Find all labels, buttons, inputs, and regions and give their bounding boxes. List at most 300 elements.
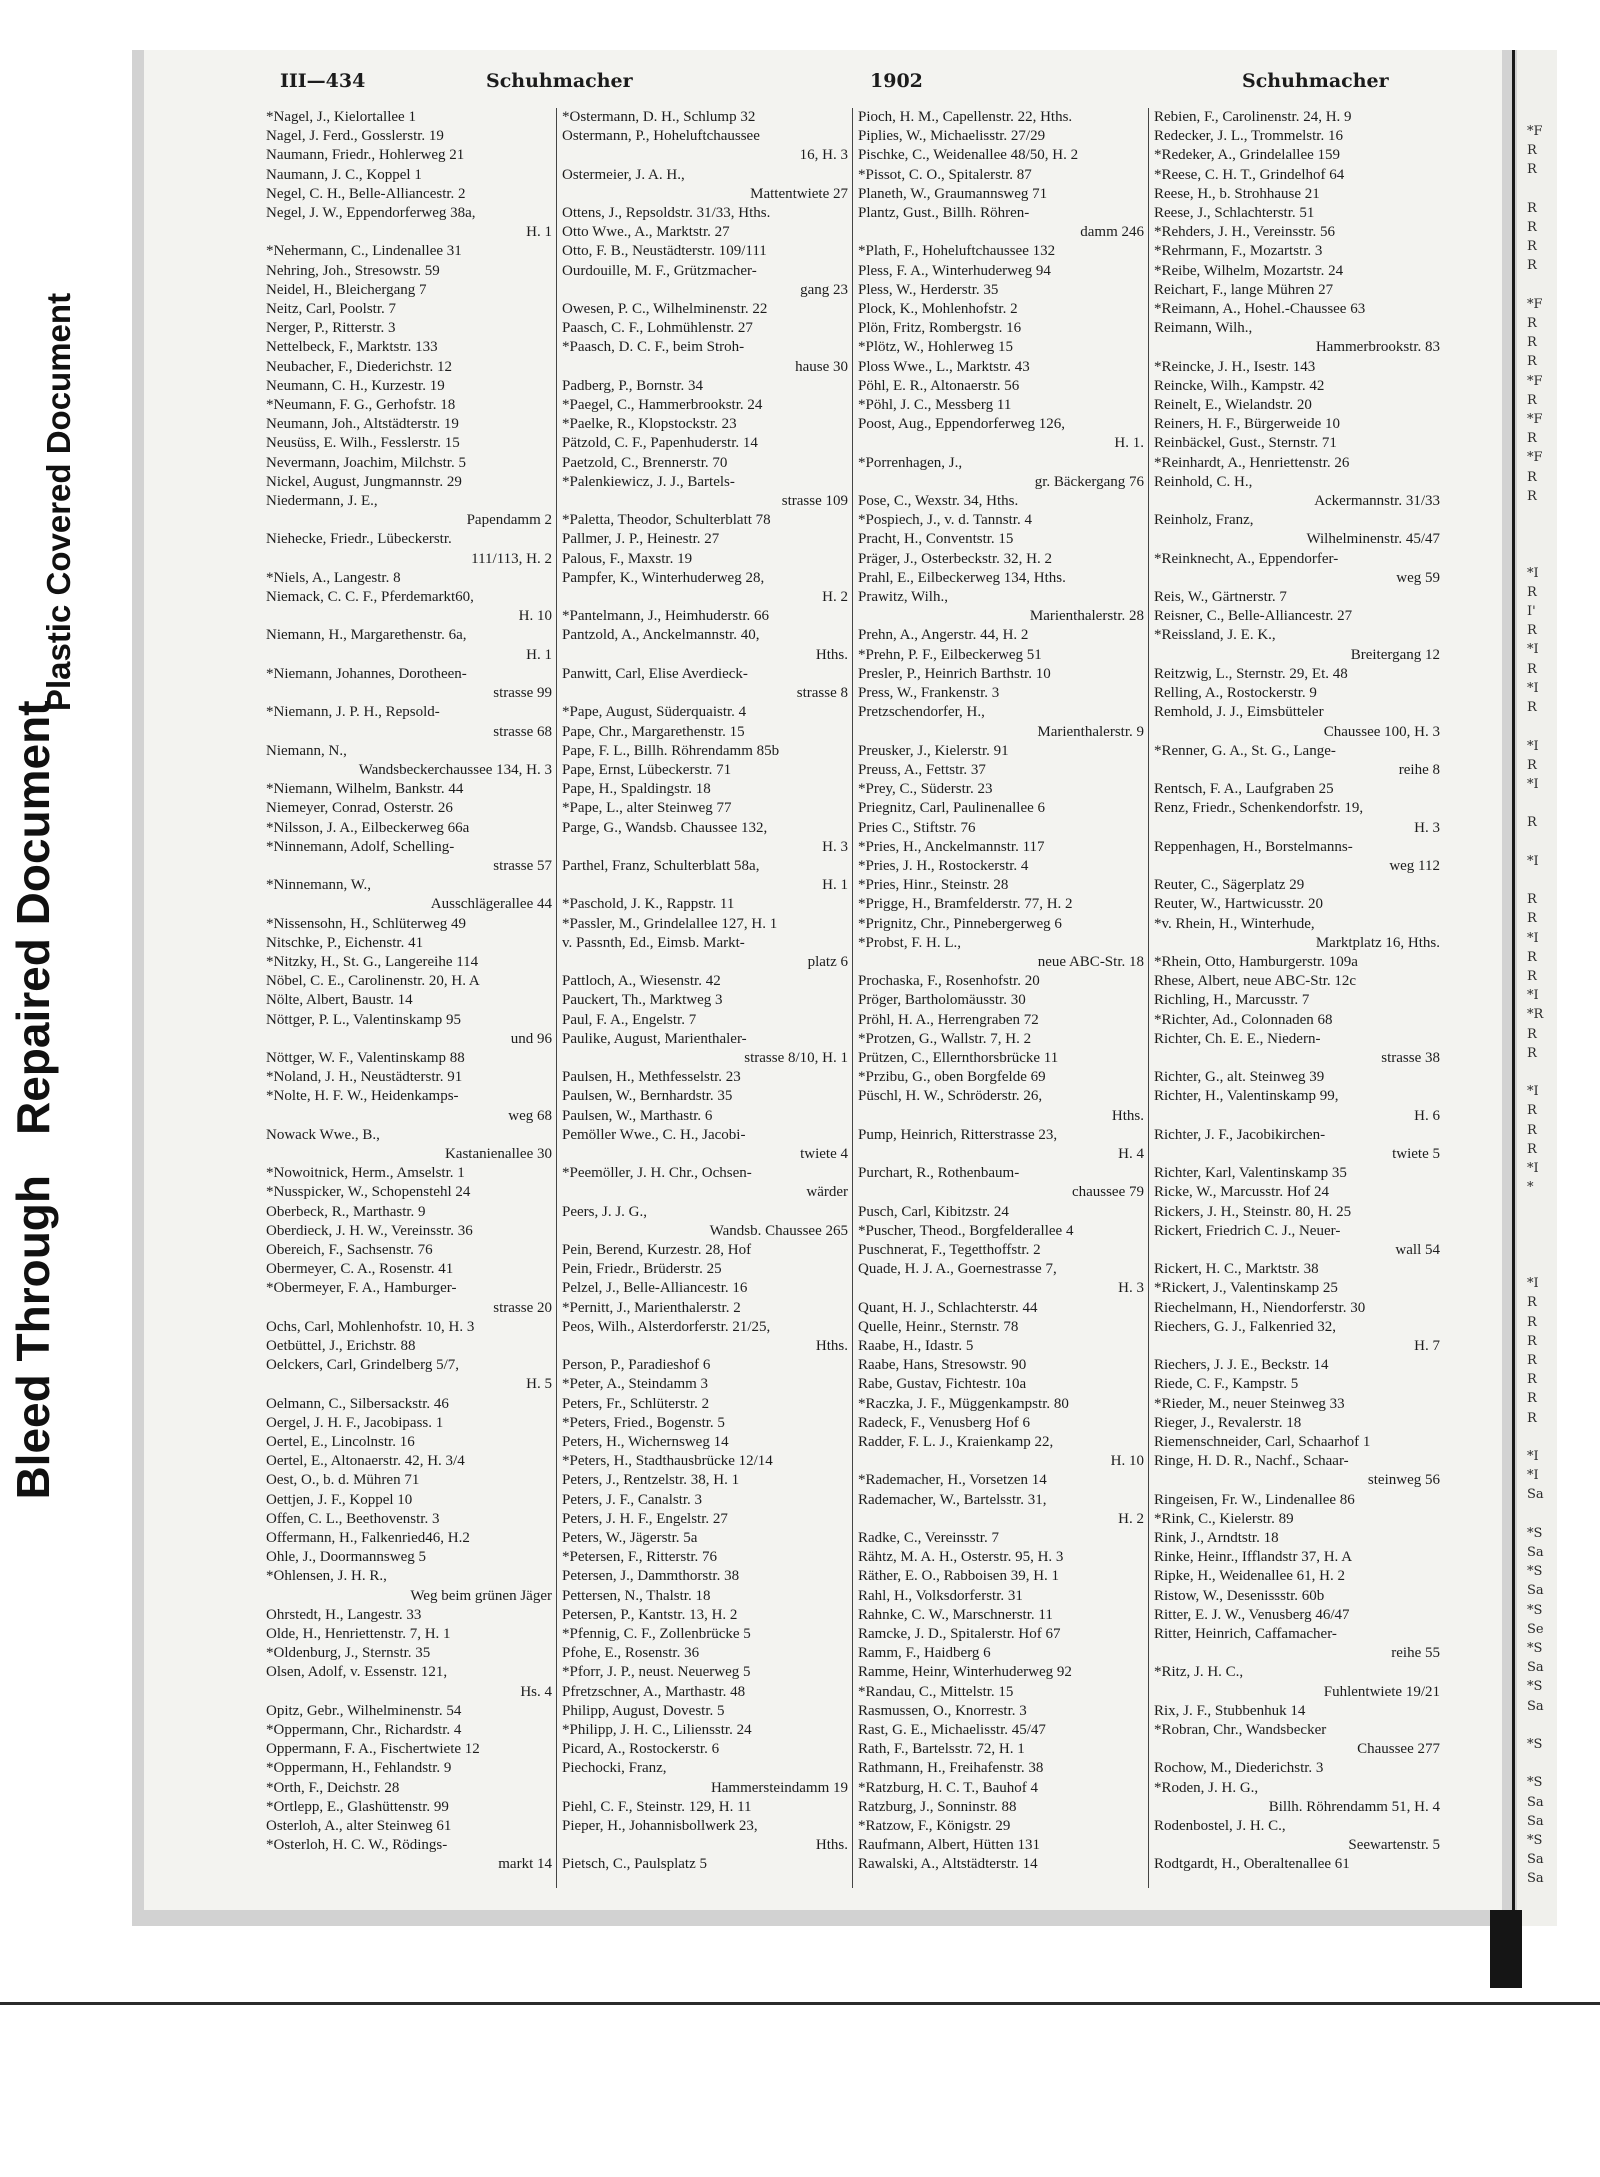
directory-entry-line: *Oppermann, Chr., Richardstr. 4 (266, 1722, 462, 1739)
next-page-fragment: * (1527, 1180, 1534, 1196)
directory-entry-line: damm 246 (1080, 224, 1144, 241)
directory-entry-line: Rathmann, H., Freihafenstr. 38 (858, 1760, 1044, 1777)
directory-entry-line: Rast, G. E., Michaelisstr. 45/47 (858, 1722, 1046, 1739)
directory-entry-line: Nöbel, C. E., Carolinenstr. 20, H. A (266, 973, 480, 990)
directory-entry-line: Präger, J., Osterbeckstr. 32, H. 2 (858, 550, 1052, 567)
directory-entry-line: *Plath, F., Hoheluftchaussee 132 (858, 243, 1056, 260)
directory-entry-line: Remhold, J. J., Eimsbütteler (1154, 704, 1324, 721)
next-page-fragment: R (1527, 220, 1537, 236)
next-page-fragment: R (1527, 1333, 1537, 1349)
plastic-covered-label: Plastic Covered Document (40, 292, 77, 712)
directory-entry-line: *Rieder, M., neuer Steinweg 33 (1154, 1395, 1345, 1412)
next-page-fragment: R (1527, 815, 1537, 831)
header-right-title: Schuhmacher (1242, 70, 1389, 92)
directory-entry-line: Niemann, N., (266, 742, 347, 759)
directory-entry-line: *Prignitz, Chr., Pinnebergerweg 6 (858, 915, 1062, 932)
directory-entry-line: *Oldenburg, J., Sternstr. 35 (266, 1645, 431, 1662)
directory-entry-line: Neitz, Carl, Poolstr. 7 (266, 301, 396, 318)
directory-entry-line: Peters, Fr., Schlüterstr. 2 (562, 1395, 710, 1412)
directory-entry-line: Ostermann, P., Hoheluftchaussee (562, 128, 760, 145)
directory-entry-line: Breitergang 12 (1350, 646, 1440, 663)
next-page-fragment: *F (1527, 296, 1543, 312)
directory-entry-line: *Ninnemann, Adolf, Schelling- (266, 838, 455, 855)
directory-entry-line: Wandsbeckerchaussee 134, H. 3 (358, 761, 552, 778)
next-page-fragment: R (1527, 1103, 1537, 1119)
directory-entry-line: Reinhold, C. H., (1154, 473, 1253, 490)
directory-entry-line: *Nissensohn, H., Schlüterweg 49 (266, 915, 466, 932)
directory-entry-line: Offermann, H., Falkenried46, H.2 (266, 1530, 470, 1547)
directory-entry-line: *Porrenhagen, J., (858, 454, 963, 471)
directory-entry-line: Press, W., Frankenstr. 3 (858, 685, 1000, 702)
directory-entry-line: H. 10 (518, 608, 552, 625)
directory-entry-line: Prehn, A., Angerstr. 44, H. 2 (858, 627, 1029, 644)
directory-entry-line: weg 59 (1396, 569, 1440, 586)
directory-entry-line: Pretzschendorfer, H., (858, 704, 985, 721)
directory-entry-line: *Reincke, J. H., Isestr. 143 (1154, 358, 1316, 375)
directory-entry-line: Naumann, Friedr., Hohlerweg 21 (266, 147, 465, 164)
directory-entry-line: Parge, G., Wandsb. Chaussee 132, (562, 819, 768, 836)
directory-entry-line: Panwitt, Carl, Elise Averdieck- (562, 665, 748, 682)
directory-entry-line: *Pöhl, J. C., Messberg 11 (858, 397, 1012, 414)
directory-entry-line: Nölte, Albert, Baustr. 14 (266, 992, 413, 1009)
next-page-fragment: Sa (1527, 1487, 1544, 1503)
directory-entry-line: Hths. (815, 646, 848, 663)
directory-entry-line: Pape, H., Spaldingstr. 18 (562, 781, 711, 798)
directory-entry-line: Ritter, E. J. W., Venusberg 46/47 (1154, 1606, 1350, 1623)
directory-entry-line: Mattentwiete 27 (750, 185, 848, 202)
directory-entry-line: Nöttger, W. F., Valentinskamp 88 (266, 1049, 465, 1066)
directory-entry-line: Pemöller Wwe., C. H., Jacobi- (562, 1126, 746, 1143)
next-page-fragment (1527, 871, 1557, 890)
directory-entry-line: Chaussee 100, H. 3 (1323, 723, 1440, 740)
directory-entry-line: H. 1. (1114, 435, 1144, 452)
directory-entry-line: Pietsch, C., Paulsplatz 5 (562, 1856, 707, 1873)
directory-entry-line: *Neumann, F. G., Gerhofstr. 18 (266, 397, 456, 414)
column-divider (1148, 108, 1149, 1888)
directory-entry-line: Kastanienallee 30 (444, 1145, 552, 1162)
directory-entry-line: Rodtgardt, H., Oberaltenallee 61 (1154, 1856, 1350, 1873)
directory-entry-line: Raabe, H., Idastr. 5 (858, 1338, 974, 1354)
directory-entry-line: Pätzold, C. F., Papenhuderstr. 14 (562, 435, 758, 452)
directory-entry-line: Ochs, Carl, Mohlenhofstr. 10, H. 3 (266, 1318, 475, 1335)
next-page-fragment: R (1527, 431, 1537, 447)
next-page-fragment (1527, 276, 1557, 295)
directory-entry-line: strasse 38 (1381, 1049, 1440, 1066)
next-page-fragment: *S (1527, 1525, 1543, 1541)
directory-entry-line: strasse 57 (493, 857, 552, 874)
directory-entry-line: *Prey, C., Süderstr. 23 (858, 781, 993, 798)
directory-entry-line: v. Passnth, Ed., Eimsb. Markt- (562, 934, 745, 951)
directory-entry-line: *Pape, August, Süderquaistr. 4 (562, 704, 747, 721)
directory-entry-line: weg 68 (508, 1107, 552, 1124)
directory-entry-line: *Reinknecht, A., Eppendorfer- (1154, 550, 1339, 567)
directory-page (144, 50, 1502, 1910)
directory-entry-line: *Rhein, Otto, Hamburgerstr. 109a (1154, 953, 1358, 970)
directory-entry-line: Rasmussen, O., Knorrestr. 3 (858, 1702, 1027, 1719)
directory-entry-line: Ohle, J., Doormannsweg 5 (266, 1549, 426, 1566)
directory-entry-line: gr. Bäckergang 76 (1034, 473, 1144, 490)
directory-entry-line: Rabe, Gustav, Fichtestr. 10a (858, 1376, 1027, 1393)
directory-entry-line: Ricke, W., Marcusstr. Hof 24 (1154, 1184, 1329, 1201)
directory-entry-line: Prawitz, Wilh., (858, 589, 948, 606)
page-number: III—434 (280, 70, 366, 92)
directory-entry-line: Ackermannstr. 31/33 (1314, 493, 1440, 510)
directory-entry-line: *Redeker, A., Grindelallee 159 (1154, 147, 1341, 164)
directory-entry-line: Oest, O., b. d. Mühren 71 (266, 1472, 420, 1489)
directory-entry-line: Ristow, W., Desenissstr. 60b (1154, 1587, 1325, 1604)
repaired-document-label: Repaired Document (7, 700, 59, 1135)
next-page-fragment (1527, 1505, 1557, 1524)
directory-entry-line: Philipp, August, Dovestr. 5 (562, 1702, 725, 1719)
directory-entry-line: H. 1 (822, 877, 848, 894)
directory-entry-line: *Pissot, C. O., Spitalerstr. 87 (858, 166, 1032, 183)
directory-entry-line: Negel, C. H., Belle-Alliancestr. 2 (266, 185, 466, 202)
directory-entry-line: Rahnke, C. W., Marschnerstr. 11 (858, 1606, 1053, 1623)
directory-entry-line: Pape, Chr., Margarethenstr. 15 (562, 723, 745, 740)
next-page-fragment: R (1527, 1122, 1537, 1138)
directory-entry-line: strasse 99 (493, 685, 552, 702)
directory-entry-line: strasse 8/10, H. 1 (744, 1049, 848, 1066)
directory-entry-line: Priegnitz, Carl, Paulinenallee 6 (858, 800, 1046, 817)
directory-entry-line: Pröhl, H. A., Herrengraben 72 (858, 1011, 1039, 1028)
directory-entry-line: Reiners, H. F., Bürgerweide 10 (1154, 416, 1340, 433)
next-page-fragment: R (1527, 200, 1537, 216)
directory-entry-line: Nowack Wwe., B., (266, 1126, 380, 1143)
next-page-fragment: R (1527, 354, 1537, 370)
next-page-fragment: Se (1527, 1621, 1544, 1637)
directory-entry-line: Niemack, C. C. F., Pferdemarkt60, (266, 589, 474, 606)
directory-entry-line: Weg beim grünen Jäger (410, 1587, 552, 1604)
next-page-fragment: *I (1527, 1160, 1539, 1176)
directory-entry-line: Paulsen, W., Bernhardstr. 35 (562, 1088, 733, 1105)
directory-entry-line: Offen, C. L., Beethovenstr. 3 (266, 1510, 440, 1527)
next-page-fragment (1527, 544, 1557, 563)
directory-entry-line: Quade, H. J. A., Goernestrasse 7, (858, 1261, 1057, 1278)
directory-entry-line: *Peters, Fried., Bogenstr. 5 (562, 1414, 725, 1431)
directory-entry-line: Piechocki, Franz, (562, 1760, 667, 1777)
directory-entry-line: *Ratzburg, H. C. T., Bauhof 4 (858, 1779, 1038, 1796)
directory-entry-line: Reuter, C., Sägerplatz 29 (1154, 877, 1305, 894)
next-page-fragment: Sa (1527, 1545, 1544, 1561)
directory-entry-line: Paulsen, H., Methfesselstr. 23 (562, 1069, 741, 1086)
directory-entry-line: H. 7 (1414, 1338, 1440, 1354)
next-page-fragment (1527, 1716, 1557, 1735)
directory-entry-line: Pallmer, J. P., Heinestr. 27 (562, 531, 720, 548)
directory-column-3 (858, 108, 1144, 1875)
directory-entry-line: *Passler, M., Grindelallee 127, H. 1 (562, 915, 778, 932)
directory-entry-line: Paulike, August, Marienthaler- (562, 1030, 747, 1047)
directory-entry-line: Riemenschneider, Carl, Schaarhof 1 (1154, 1434, 1371, 1451)
directory-entry-line: Reitzwig, L., Sternstr. 29, Et. 48 (1154, 665, 1348, 682)
directory-entry-line: Reincke, Wilh., Kampstr. 42 (1154, 377, 1325, 394)
directory-entry-line: *Nolte, H. F. W., Heidenkamps- (266, 1088, 459, 1105)
next-page-fragment: *F (1527, 450, 1543, 466)
next-page-fragment: R (1527, 469, 1537, 485)
directory-entry-line: Palous, F., Maxstr. 19 (562, 550, 693, 567)
directory-entry-line: Rix, J. F., Stubbenhuk 14 (1154, 1702, 1306, 1719)
directory-entry-line: steinweg 56 (1367, 1472, 1440, 1489)
directory-entry-line: Marktplatz 16, Hths. (1315, 934, 1440, 951)
directory-entry-line: Otto Wwe., A., Marktstr. 27 (562, 224, 730, 241)
next-page-fragment: R (1527, 1026, 1537, 1042)
directory-entry-line: twiete 5 (1392, 1145, 1440, 1162)
directory-entry-line: 16, H. 3 (799, 147, 848, 164)
directory-entry-line: Picard, A., Rostockerstr. 6 (562, 1741, 720, 1758)
directory-entry-line: Nagel, J. Ferd., Gosslerstr. 19 (266, 128, 444, 145)
next-page-fragment: *S (1527, 1641, 1543, 1657)
directory-entry-line: *Reimann, A., Hohel.-Chaussee 63 (1154, 301, 1366, 318)
directory-entry-line: Olde, H., Henriettenstr. 7, H. 1 (266, 1626, 451, 1643)
directory-entry-line: *Pernitt, J., Marienthalerstr. 2 (562, 1299, 741, 1316)
directory-entry-line: *Ortlepp, E., Glashüttenstr. 99 (266, 1798, 449, 1815)
directory-entry-line: Obereich, F., Sachsenstr. 76 (266, 1241, 433, 1258)
directory-entry-line: *Rademacher, H., Vorsetzen 14 (858, 1472, 1047, 1489)
directory-entry-line: Pracht, H., Conventstr. 15 (858, 531, 1014, 548)
next-page-fragment: *I (1527, 565, 1539, 581)
directory-entry-line: Plön, Fritz, Rombergstr. 16 (858, 320, 1022, 337)
next-page-fragment: Sa (1527, 1852, 1544, 1868)
directory-entry-line: *Paasch, D. C. F., beim Stroh- (562, 339, 745, 356)
directory-entry-line: Radder, F. L. J., Kraienkamp 22, (858, 1434, 1054, 1451)
directory-entry-line: *Paletta, Theodor, Schulterblatt 78 (562, 512, 771, 529)
next-page-fragment (1527, 794, 1557, 813)
directory-entry-line: Padberg, P., Bornstr. 34 (562, 377, 703, 394)
directory-entry-line: *Reese, C. H. T., Grindelhof 64 (1154, 166, 1345, 183)
directory-entry-line: Oppermann, F. A., Fischertwiete 12 (266, 1741, 480, 1758)
directory-entry-line: *Reinhardt, A., Henriettenstr. 26 (1154, 454, 1350, 471)
next-page-fragment (1527, 1063, 1557, 1082)
directory-entry-line: Preuss, A., Fettstr. 37 (858, 761, 986, 778)
directory-entry-line: *Rickert, J., Valentinskamp 25 (1154, 1280, 1338, 1297)
directory-entry-line: Oertel, E., Lincolnstr. 16 (266, 1434, 415, 1451)
directory-entry-line: Püschl, H. W., Schröderstr. 26, (858, 1088, 1043, 1105)
directory-entry-line: Riechers, G. J., Falkenried 32, (1154, 1318, 1337, 1335)
next-page-fragment: R (1527, 892, 1537, 908)
directory-entry-line: Ottens, J., Repsoldstr. 31/33, Hths. (562, 205, 771, 222)
directory-entry-line: Pape, Ernst, Lübeckerstr. 71 (562, 761, 732, 778)
directory-entry-line: Prahl, E., Eilbeckerweg 134, Hths. (858, 569, 1066, 586)
directory-entry-line: *Richter, Ad., Colonnaden 68 (1154, 1011, 1333, 1028)
directory-entry-line: *Plötz, W., Hohlerweg 15 (858, 339, 1013, 356)
directory-entry-line: *Philipp, J. H. C., Liliensstr. 24 (562, 1722, 752, 1739)
directory-entry-line: *Niels, A., Langestr. 8 (266, 569, 401, 586)
next-page-fragment: R (1527, 488, 1537, 504)
directory-entry-line: *Reibe, Wilhelm, Mozartstr. 24 (1154, 262, 1344, 279)
directory-entry-line: Person, P., Paradieshof 6 (562, 1357, 711, 1374)
directory-entry-line: *Obermeyer, F. A., Hamburger- (266, 1280, 457, 1297)
directory-entry-line: H. 3 (1414, 819, 1440, 836)
directory-entry-line: Pöhl, E. R., Altonaerstr. 56 (858, 377, 1020, 394)
directory-entry-line: *Reissland, J. E. K., (1154, 627, 1276, 644)
next-page-fragment: R (1527, 1353, 1537, 1368)
directory-entry-line: *Ritz, J. H. C., (1154, 1664, 1244, 1681)
directory-entry-line: reihe 8 (1398, 761, 1440, 778)
next-page-fragment: *S (1527, 1602, 1543, 1618)
directory-entry-line: *Ostermann, D. H., Schlump 32 (562, 109, 756, 125)
directory-entry-line: Reinelt, E., Wielandstr. 20 (1154, 397, 1312, 414)
next-page-fragment (1527, 1236, 1557, 1255)
next-page-fragment: R (1527, 335, 1537, 351)
next-page-fragment: *S (1527, 1833, 1543, 1849)
directory-entry-line: *Prehn, P. F., Eilbeckerweg 51 (858, 646, 1042, 663)
column-divider (852, 108, 853, 1888)
directory-entry-line: *Pforr, J. P., neust. Neuerweg 5 (562, 1664, 751, 1681)
directory-entry-line: Rademacher, W., Bartelsstr. 31, (858, 1491, 1047, 1508)
directory-entry-line: Oetbüttel, J., Erichstr. 88 (266, 1338, 416, 1354)
directory-entry-line: Prützen, C., Ellernthorsbrücke 11 (858, 1049, 1059, 1066)
directory-entry-line: Richter, J. F., Jacobikirchen- (1154, 1126, 1326, 1143)
scanner-clip-mark (1490, 1910, 1522, 1988)
directory-entry-line: Riede, C. F., Kampstr. 5 (1154, 1376, 1299, 1393)
directory-entry-line: Quelle, Heinr., Sternstr. 78 (858, 1318, 1019, 1335)
next-page-fragment (1527, 1255, 1557, 1274)
directory-entry-line: H. 2 (1118, 1510, 1144, 1527)
directory-entry-line: Pless, W., Herderstr. 35 (858, 281, 999, 298)
directory-entry-line: Richter, Karl, Valentinskamp 35 (1154, 1165, 1347, 1182)
directory-entry-line: H. 10 (1110, 1453, 1144, 1470)
directory-entry-line: Paul, F. A., Engelstr. 7 (562, 1011, 697, 1028)
directory-entry-line: Paasch, C. F., Lohmühlenstr. 27 (562, 320, 753, 337)
directory-entry-line: Nöttger, P. L., Valentinskamp 95 (266, 1011, 461, 1028)
scanned-page (132, 50, 1544, 1926)
directory-entry-line: reihe 55 (1391, 1645, 1440, 1662)
directory-column-2 (562, 108, 848, 1875)
directory-entry-line: Nevermann, Joachim, Milchstr. 5 (266, 454, 466, 471)
directory-entry-line: Naumann, J. C., Koppel 1 (266, 166, 422, 183)
directory-entry-line: *Renner, G. A., St. G., Lange- (1154, 742, 1336, 759)
directory-entry-line: chaussee 79 (1071, 1184, 1144, 1201)
directory-entry-line: Marienthalerstr. 28 (1029, 608, 1144, 625)
directory-entry-line: Piehl, C. F., Steinstr. 129, H. 11 (562, 1798, 752, 1815)
directory-entry-line: Pröger, Bartholomäusstr. 30 (858, 992, 1026, 1009)
directory-entry-line: *Peters, H., Stadthausbrücke 12/14 (562, 1453, 773, 1470)
directory-entry-line: Niemann, H., Margarethenstr. 6a, (266, 627, 467, 644)
next-page-fragment: R (1527, 661, 1537, 677)
next-page-fragment: Sa (1527, 1583, 1544, 1599)
directory-entry-line: Pfohe, E., Rosenstr. 36 (562, 1645, 700, 1662)
directory-entry-line: *Protzen, G., Wallstr. 7, H. 2 (858, 1030, 1032, 1047)
directory-entry-line: *Petersen, F., Ritterstr. 76 (562, 1549, 718, 1566)
next-page-fragment: *S (1527, 1679, 1543, 1695)
directory-entry-line: Ripke, H., Weidenallee 61, H. 2 (1154, 1568, 1345, 1585)
directory-entry-line: Richter, G., alt. Steinweg 39 (1154, 1069, 1325, 1086)
directory-entry-line: Paetzold, C., Brennerstr. 70 (562, 454, 728, 471)
next-page-fragment (1527, 1754, 1557, 1773)
directory-entry-line: Reese, J., Schlachterstr. 51 (1154, 205, 1315, 222)
directory-entry-line: *Pries, J. H., Rostockerstr. 4 (858, 857, 1029, 874)
next-page-fragment: R (1527, 700, 1537, 716)
next-page-fragment: R (1527, 1372, 1537, 1388)
directory-entry-line: Nickel, August, Jungmannstr. 29 (266, 473, 462, 490)
directory-entry-line: Rebien, F., Carolinenstr. 24, H. 9 (1154, 109, 1352, 125)
directory-entry-line: Reis, W., Gärtnerstr. 7 (1154, 589, 1287, 606)
next-page-fragment: R (1527, 968, 1537, 984)
directory-entry-line: Ramme, Heinr, Winterhuderweg 92 (858, 1664, 1072, 1681)
directory-entry-line: *Nagel, J., Kielortallee 1 (266, 109, 416, 125)
directory-entry-line: Räther, E. O., Rabboisen 39, H. 1 (858, 1568, 1060, 1585)
directory-entry-line: *Puscher, Theod., Borgfelderallee 4 (858, 1222, 1074, 1239)
directory-entry-line: Hths. (815, 1837, 848, 1854)
directory-entry-line: *Peter, A., Steindamm 3 (562, 1376, 709, 1393)
directory-entry-line: Wandsb. Chaussee 265 (709, 1222, 848, 1239)
directory-entry-line: Quant, H. J., Schlachterstr. 44 (858, 1299, 1038, 1316)
directory-entry-line: *v. Rhein, H., Winterhude, (1154, 915, 1315, 932)
directory-entry-line: Ringe, H. D. R., Nachf., Schaar- (1154, 1453, 1349, 1470)
next-page-fragment: R (1527, 239, 1537, 255)
next-page-fragment: Sa (1527, 1794, 1544, 1810)
directory-entry-line: Richter, Ch. E. E., Niedern- (1154, 1030, 1321, 1047)
next-page-fragment: *I (1527, 1468, 1539, 1484)
directory-entry-line: Reppenhagen, H., Borstelmanns- (1154, 838, 1353, 855)
next-page-fragment: *S (1527, 1737, 1543, 1753)
directory-entry-line: wärder (806, 1184, 848, 1201)
directory-entry-line: 111/113, H. 2 (471, 550, 552, 567)
directory-entry-line: H. 3 (1118, 1280, 1144, 1297)
directory-entry-line: *Peemöller, J. H. Chr., Ochsen- (562, 1165, 752, 1182)
directory-entry-line: Oelmann, C., Silbersackstr. 46 (266, 1395, 449, 1412)
next-page-fragment: R (1527, 392, 1537, 408)
next-page-fragment: R (1527, 623, 1537, 639)
page-header (280, 70, 1410, 102)
next-page-fragment: R (1527, 1045, 1537, 1061)
directory-entry-line: Reisner, C., Belle-Alliancestr. 27 (1154, 608, 1353, 625)
next-page-fragment: *I (1527, 930, 1539, 946)
directory-entry-line: Raabe, Hans, Stresowstr. 90 (858, 1357, 1027, 1374)
directory-entry-line: Pump, Heinrich, Ritterstrasse 23, (858, 1126, 1058, 1143)
directory-entry-line: Rickers, J. H., Steinstr. 80, H. 25 (1154, 1203, 1352, 1220)
next-page-fragment: R (1527, 1295, 1537, 1311)
directory-entry-line: Pless, F. A., Winterhuderweg 94 (858, 262, 1051, 279)
directory-entry-line: Petersen, J., Dammthorstr. 38 (562, 1568, 740, 1585)
directory-entry-line: Hths. (815, 1338, 848, 1354)
next-page-fragment: *I (1527, 1276, 1539, 1292)
next-page-fragment (1527, 506, 1557, 525)
directory-entry-line: Niehecke, Friedr., Lübeckerstr. (266, 531, 452, 548)
next-page-fragment: R (1527, 911, 1537, 927)
directory-entry-line: Neusüss, E. Wilh., Fesslerstr. 15 (266, 435, 460, 452)
directory-entry-line: *Prigge, H., Bramfelderstr. 77, H. 2 (858, 896, 1073, 913)
directory-entry-line: *Probst, F. H. L., (858, 934, 961, 951)
directory-entry-line: H. 4 (1118, 1145, 1144, 1162)
next-page-fragment (1527, 180, 1557, 199)
directory-entry-line: *Roden, J. H. G., (1154, 1779, 1259, 1796)
next-page-fragment (1527, 525, 1557, 544)
directory-entry-line: Hammersteindamm 19 (710, 1779, 848, 1796)
directory-entry-line: Pattloch, A., Wiesenstr. 42 (562, 973, 721, 990)
directory-entry-line: Reinbäckel, Gust., Sternstr. 71 (1154, 435, 1337, 452)
directory-entry-line: Pose, C., Wexstr. 34, Hths. (858, 493, 1019, 510)
directory-entry-line: Otto, F. B., Neustädterstr. 109/111 (562, 243, 767, 260)
directory-entry-line: Neubacher, F., Diederichstr. 12 (266, 358, 453, 375)
directory-entry-line: H. 5 (526, 1376, 552, 1393)
next-page-fragment (1527, 1217, 1557, 1236)
directory-entry-line: Reuter, W., Hartwicusstr. 20 (1154, 896, 1323, 913)
next-page-fragment: I' (1527, 604, 1536, 620)
directory-entry-line: Rähtz, M. A. H., Osterstr. 95, H. 3 (858, 1549, 1064, 1566)
next-page-fragment: R (1527, 1410, 1537, 1426)
directory-entry-line: Presler, P., Heinrich Barthstr. 10 (858, 665, 1051, 682)
side-labels (0, 50, 132, 1840)
directory-entry-line: Peters, H., Wichernsweg 14 (562, 1434, 729, 1451)
directory-entry-line: Redecker, J. L., Trommelstr. 16 (1154, 128, 1343, 145)
directory-entry-line: *Paegel, C., Hammerbrookstr. 24 (562, 397, 763, 414)
directory-entry-line: Chaussee 277 (1357, 1741, 1440, 1758)
directory-entry-line: Rickert, H. C., Marktstr. 38 (1154, 1261, 1319, 1278)
directory-entry-line: *Rink, C., Kielerstr. 89 (1154, 1510, 1294, 1527)
directory-entry-line: Reichart, F., lange Mühren 27 (1154, 281, 1334, 298)
directory-entry-line: *Osterloh, H. C. W., Rödings- (266, 1837, 448, 1854)
directory-entry-line: *Palenkiewicz, J. J., Bartels- (562, 473, 735, 490)
